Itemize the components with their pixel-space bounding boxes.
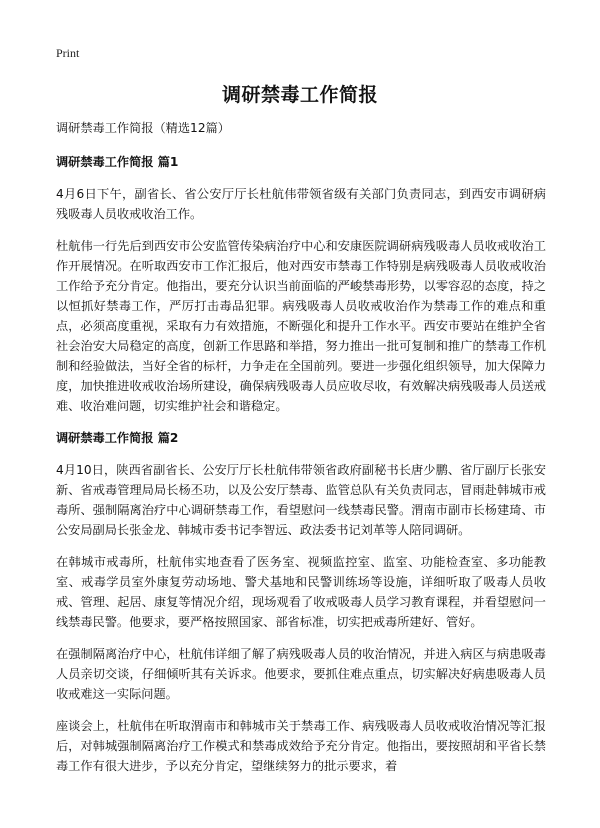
paragraph: 在韩城市戒毒所，杜航伟实地查看了医务室、视频监控室、监室、功能检查室、多功能教室、戒毒学员室外康复劳动场地、警犬基地和民警训练场等设施，详细听取了吸毒人员收戒、管理、起居、康复等情况介绍，现场观看了收戒吸毒人员学习教育课程，并看望慰问一线禁毒民警。他要求，要严格按照国家、部省标准，切实把戒毒所建好、管好。: [56, 555, 546, 629]
section-part-label: 篇2: [157, 431, 179, 445]
paragraph: 4月10日，陕西省副省长、公安厅厅长杜航伟带领省政府副秘书长唐少鹏、省厅副厅长张安新、省戒毒管理局局长杨丕功，以及公安厅禁毒、监管总队有关负责同志，冒雨赴韩城市戒毒所、强制隔离治疗中心调研禁毒工作，看望慰问一线禁毒民警。渭南市副市长杨建琦、市公安局副局长张金龙、韩城市委书记李智远、政法委书记刘革等人陪同调研。: [56, 463, 546, 537]
document-body: [56, 118, 546, 786]
section-heading-text: 调研禁毒工作简报: [56, 155, 154, 169]
section-heading: [56, 428, 546, 448]
paragraph: 4月6日下午，副省长、省公安厅厅长杜航伟带领省级有关部门负责同志，到西安市调研病残吸毒人员收戒收治工作。: [56, 187, 546, 221]
section-part-label: 篇1: [157, 155, 179, 169]
section-heading-text: 调研禁毒工作简报: [56, 431, 154, 445]
print-label: Print: [56, 46, 80, 60]
document-title: 调研禁毒工作简报: [221, 84, 378, 106]
paragraph: 杜航伟一行先后到西安市公安监管传染病治疗中心和安康医院调研病残吸毒人员收戒收治工作开展情况。在听取西安市工作汇报后，他对西安市禁毒工作特别是病残吸毒人员收戒收治工作给予充分肯定。他指出，要充分认识当前面临的严峻禁毒形势，以零容忍的态度，持之以恒抓好禁毒工作，严厉打击毒品犯罪。病残吸毒人员收戒收治作为禁毒工作的难点和重点，必须高度重视，采取有力有效措施，不断强化和提升工作水平。西安市要站在维护全省社会治安大局稳定的高度，创新工作思路和举措，努力推出一批可复制和推广的禁毒工作机制和经验做法，当好全省的标杆，力争走在全国前列。要进一步强化组织领导，加大保障力度，加快推进收戒收治场所建设，确保病残吸毒人员应收尽收，有效解决病残吸毒人员送戒难、收治难问题，切实维护社会和谐稳定。: [56, 239, 546, 413]
paragraph: 在强制隔离治疗中心，杜航伟详细了解了病残吸毒人员的收治情况，并进入病区与病患吸毒人员亲切交谈，仔细倾听其有关诉求。他要求，要抓住难点重点，切实解决好病患吸毒人员收戒难这一实际问题。: [56, 647, 546, 701]
section-heading: [56, 152, 546, 172]
paragraph: 座谈会上，杜航伟在听取渭南市和韩城市关于禁毒工作、病残吸毒人员收戒收治情况等汇报后，对韩城强制隔离治疗工作模式和禁毒成效给予充分肯定。他指出，要按照胡和平省长禁毒工作有很大进步，予以充分肯定，望继续努力的批示要求，着: [56, 719, 546, 773]
document-subtitle: 调研禁毒工作简报（精选12篇）: [56, 121, 230, 135]
